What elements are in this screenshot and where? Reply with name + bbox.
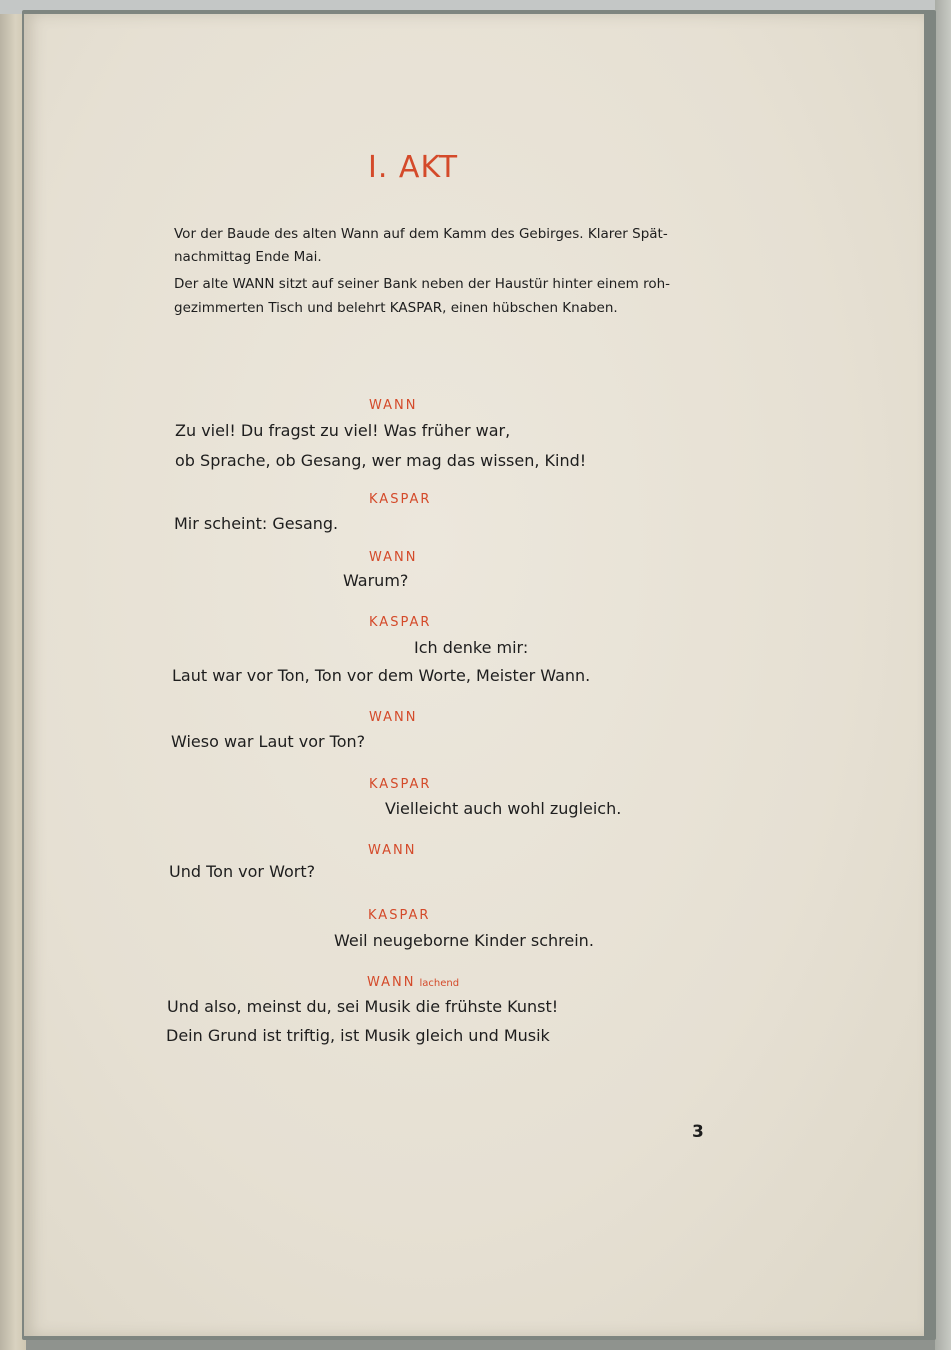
stage-direction-line: Der alte WANN sitzt auf seiner Bank neben der Haustür hinter einem roh- — [174, 276, 671, 292]
speaker-label: WANN — [367, 975, 416, 990]
dialogue-line: Vielleicht auch wohl zugleich. — [385, 799, 622, 818]
dialogue-line: Zu viel! Du fragst zu viel! Was früher war, — [175, 421, 511, 440]
dialogue-line: Warum? — [343, 571, 409, 590]
stage-direction-line: gezimmerten Tisch und belehrt KASPAR, einen hübschen Knaben. — [174, 300, 618, 316]
dialogue-line: ob Sprache, ob Gesang, wer mag das wissen, Kind! — [175, 451, 587, 470]
dialogue-line: Wieso war Laut vor Ton? — [171, 732, 366, 751]
dialogue-line: Und Ton vor Wort? — [169, 862, 316, 881]
speaker-name: KASPAR — [369, 777, 432, 792]
speaker-name: WANN — [369, 398, 418, 413]
speaker-name: WANN — [369, 710, 418, 725]
book-cover-edge — [935, 0, 951, 1350]
stage-cue: lachend — [419, 978, 460, 989]
speaker-name: KASPAR — [368, 908, 431, 923]
dialogue-line: Laut war vor Ton, Ton vor dem Worte, Meister Wann. — [172, 666, 591, 685]
speaker-name: KASPAR — [369, 615, 432, 630]
act-title: I. AKT — [368, 150, 459, 185]
dialogue-line: Dein Grund ist triftig, ist Musik gleich und Musik — [166, 1026, 550, 1045]
dialogue-line: Mir scheint: Gesang. — [174, 514, 339, 533]
stage-direction-line: nachmittag Ende Mai. — [174, 249, 322, 265]
stage-direction-line: Vor der Baude des alten Wann auf dem Kamm des Gebirges. Klarer Spät- — [174, 226, 668, 242]
dialogue-line: Weil neugeborne Kinder schrein. — [334, 931, 594, 950]
page-number: 3 — [692, 1122, 704, 1142]
speaker-name — [367, 975, 459, 990]
speaker-name: WANN — [368, 843, 417, 858]
dialogue-line: Ich denke mir: — [414, 638, 529, 657]
speaker-name: WANN — [369, 550, 418, 565]
dialogue-line: Und also, meinst du, sei Musik die frühste Kunst! — [167, 997, 559, 1016]
speaker-name: KASPAR — [369, 492, 432, 507]
